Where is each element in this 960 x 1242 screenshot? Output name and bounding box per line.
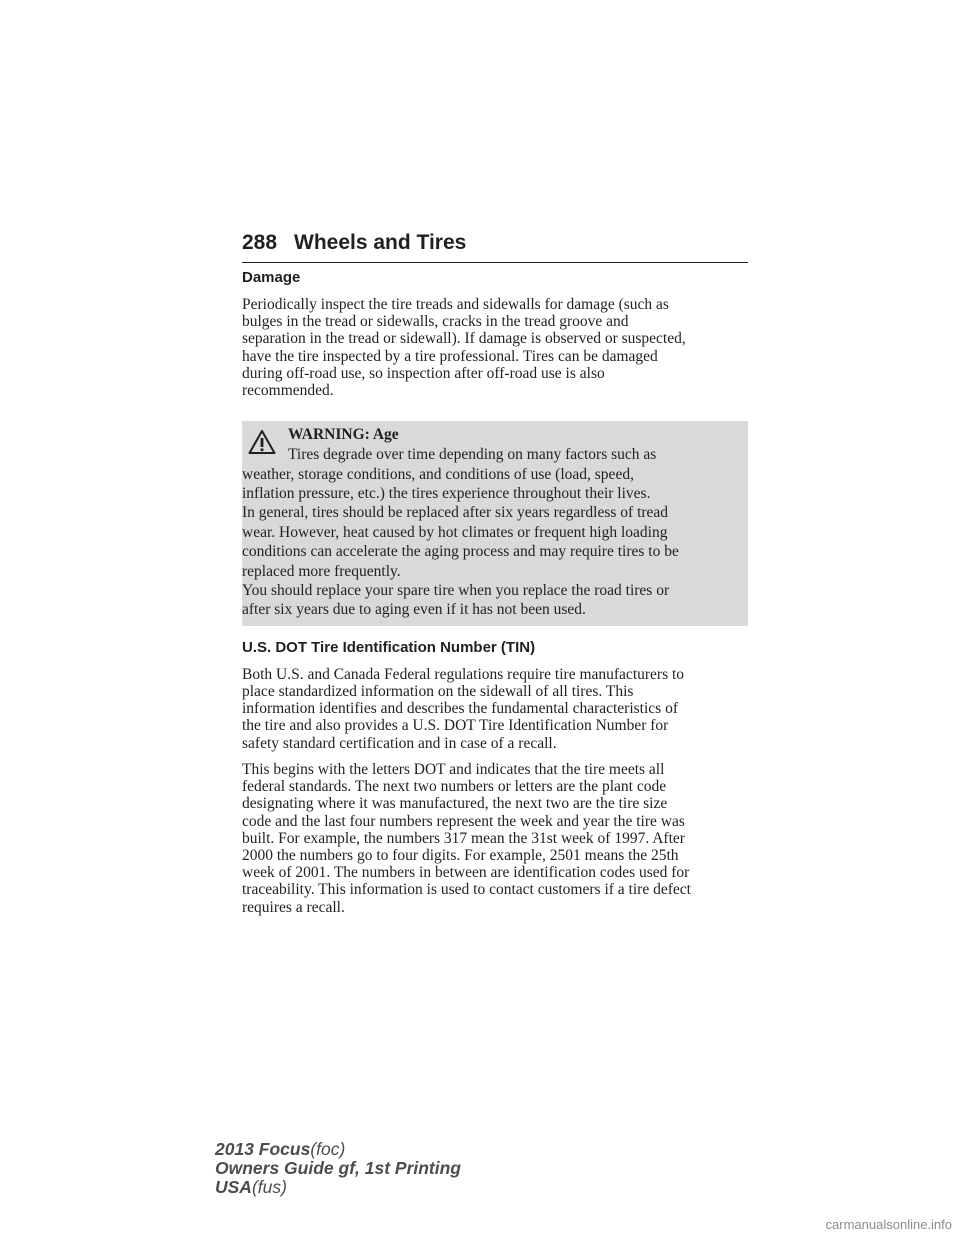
warning-title: WARNING: Age bbox=[288, 426, 399, 444]
warning-box bbox=[242, 421, 748, 626]
warning-line: conditions can accelerate the aging process and may require tires to be bbox=[242, 543, 679, 561]
tin-heading: U.S. DOT Tire Identification Number (TIN) bbox=[242, 638, 536, 656]
damage-paragraph: Periodically inspect the tire treads and sidewalls for damage (such as bulges in the tread or sidewalls, cracks in the tread groove and separation in the tread or sidewall). If damage is observed or suspected, have the tire inspected by a tire professional. Tires can be damaged during off-road use, so inspection after off-road use is also recommended. bbox=[242, 296, 686, 400]
warning-line: You should replace your spare tire when you replace the road tires or bbox=[242, 582, 670, 600]
warning-line: weather, storage conditions, and conditions of use (load, speed, bbox=[242, 465, 634, 483]
section-title: Wheels and Tires bbox=[294, 231, 467, 254]
warning-triangle-icon bbox=[248, 429, 276, 455]
footer-line-3 bbox=[215, 1178, 461, 1197]
print-footer bbox=[215, 1140, 461, 1197]
warning-line: In general, tires should be replaced after six years regardless of tread bbox=[242, 504, 669, 522]
footer-market: USA bbox=[215, 1177, 252, 1197]
footer-line-1 bbox=[215, 1140, 461, 1159]
tin-paragraph-1: Both U.S. and Canada Federal regulations require tire manufacturers to place standardized information on the sidewall of all tires. This information identifies and describes the fundamental characteristics of the tire and also provides a U.S. DOT Tire Identification Number for safety standard certification and in case of a recall. bbox=[242, 665, 685, 752]
page-header bbox=[242, 230, 748, 263]
warning-line: Tires degrade over time depending on many factors such as bbox=[288, 446, 657, 464]
footer-model: 2013 Focus bbox=[215, 1139, 311, 1159]
warning-line: wear. However, heat caused by hot climates or frequent high loading bbox=[242, 523, 668, 541]
page-content bbox=[242, 268, 752, 925]
damage-heading: Damage bbox=[242, 269, 301, 286]
footer-model-code: (foc) bbox=[310, 1139, 346, 1159]
warning-line: replaced more frequently. bbox=[242, 562, 401, 580]
warning-line: inflation pressure, etc.) the tires experience throughout their lives. bbox=[242, 485, 651, 503]
footer-line-2: Owners Guide gf, 1st Printing bbox=[215, 1158, 461, 1178]
tin-paragraph-2: This begins with the letters DOT and indicates that the tire meets all federal standards. The next two numbers or letters are the plant code designating where it was manufactured, the next two are the tire size code and the last four numbers represent the week and year the tire was built. For example, the numbers 317 mean the 31st week of 1997. After 2000 the numbers go to four digits. For example, 2501 means the 25th week of 2001. The numbers in between are identification codes used for traceability. This information is used to contact customers if a tire defect requires a recall. bbox=[242, 760, 691, 916]
page-number: 288 bbox=[242, 231, 278, 254]
footer-market-code: (fus) bbox=[251, 1177, 287, 1197]
warning-line: after six years due to aging even if it has not been used. bbox=[242, 601, 586, 619]
watermark-link[interactable]: carmanualsonline.info bbox=[825, 1217, 952, 1232]
